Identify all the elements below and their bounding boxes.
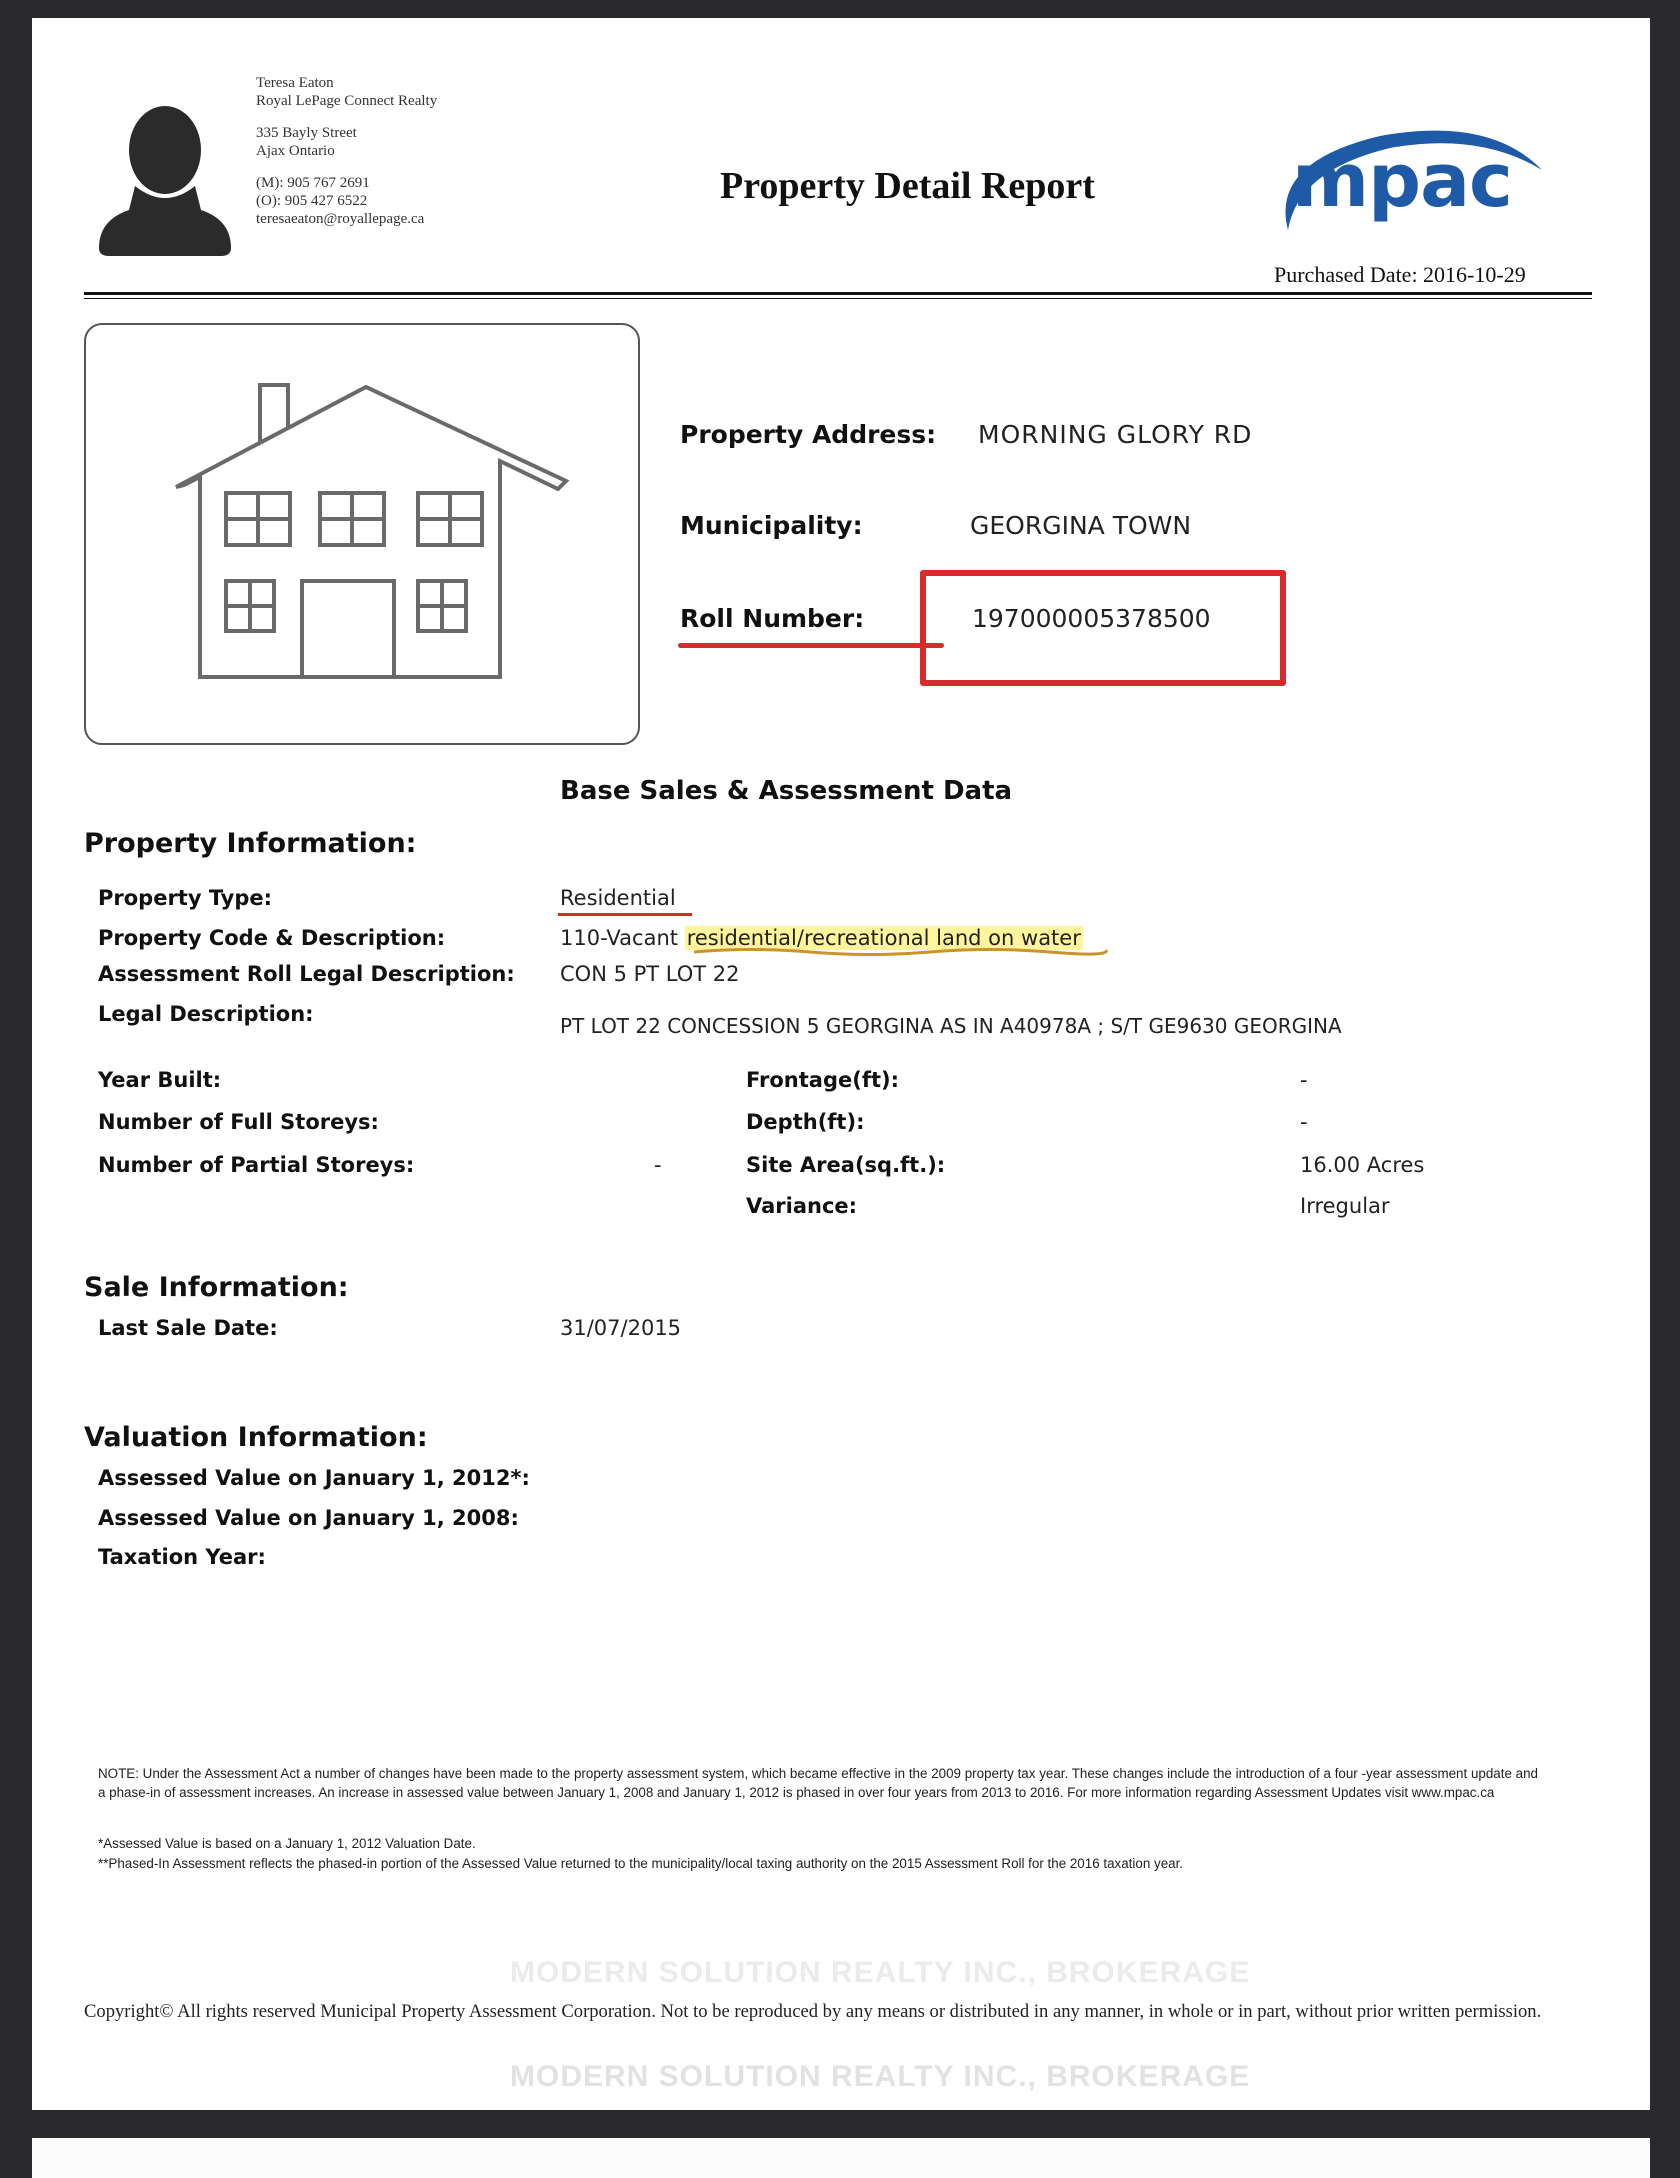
variance-value: Irregular: [1300, 1194, 1390, 1218]
property-code-prefix: 110-Vacant: [560, 926, 678, 950]
agent-avatar-icon: [95, 98, 235, 258]
year-built-label: Year Built:: [98, 1068, 222, 1092]
property-address-label: Property Address:: [680, 420, 937, 449]
last-sale-date-value: 31/07/2015: [560, 1316, 682, 1340]
logo-text: mpac: [1292, 138, 1512, 224]
roll-legal-value: CON 5 PT LOT 22: [560, 962, 740, 986]
full-storeys-label: Number of Full Storeys:: [98, 1110, 379, 1134]
partial-storeys-value: -: [654, 1153, 662, 1177]
partial-storeys-label: Number of Partial Storeys:: [98, 1153, 415, 1177]
site-area-label: Site Area(sq.ft.):: [746, 1153, 946, 1177]
sale-info-heading: Sale Information:: [84, 1272, 349, 1303]
depth-label: Depth(ft):: [746, 1110, 865, 1134]
site-area-value: 16.00 Acres: [1300, 1153, 1425, 1177]
agent-office: (O): 905 427 6522: [256, 193, 368, 209]
agent-city: Ajax Ontario: [256, 143, 335, 159]
property-info-heading: Property Information:: [84, 828, 417, 859]
footnote-phased-in: **Phased-In Assessment reflects the phased-in portion of the Assessed Value returned to the municipality/local taxing authority on the 2015 Assessment Roll for the 2016 taxation year.: [98, 1856, 1184, 1871]
roll-underline-annotation: [678, 643, 944, 648]
code-squiggle-annotation: [690, 944, 1110, 958]
agent-street: 335 Bayly Street: [256, 125, 357, 141]
legal-description-value: PT LOT 22 CONCESSION 5 GEORGINA AS IN A40978A ; S/T GE9630 GEORGINA: [560, 1014, 1342, 1038]
valuation-info-heading: Valuation Information:: [84, 1422, 428, 1453]
property-type-underline: [558, 913, 692, 916]
property-type-value: Residential: [560, 886, 676, 910]
frontage-label: Frontage(ft):: [746, 1068, 899, 1092]
footnote-valuation-date: *Assessed Value is based on a January 1, 2012 Valuation Date.: [98, 1836, 476, 1851]
property-photo-placeholder: [84, 323, 640, 745]
roll-number-label: Roll Number:: [680, 604, 865, 633]
roll-number-value: 197000005378500: [972, 604, 1211, 633]
purchased-date: Purchased Date: 2016-10-29: [1274, 262, 1526, 287]
watermark-top: MODERN SOLUTION REALTY INC., BROKERAGE: [510, 1956, 1251, 1989]
property-type-label: Property Type:: [98, 886, 273, 910]
roll-legal-label: Assessment Roll Legal Description:: [98, 962, 515, 986]
agent-name: Teresa Eaton: [256, 75, 334, 91]
agent-info: [256, 74, 437, 228]
header-rule-thin: [84, 298, 1592, 299]
copyright-notice: Copyright© All rights reserved Municipal Property Assessment Corporation. Not to be reproduced by any means or distributed in any manner, in whole or in part, without prior written permission.: [84, 2001, 1542, 2022]
property-code-label: Property Code & Description:: [98, 926, 446, 950]
agent-email: teresaeaton@royallepage.ca: [256, 211, 425, 227]
municipality-value: GEORGINA TOWN: [970, 511, 1192, 540]
frontage-value: -: [1300, 1068, 1308, 1092]
assessed-2008-label: Assessed Value on January 1, 2008:: [98, 1506, 519, 1530]
header-rule: [84, 292, 1592, 295]
mpac-logo: [1270, 122, 1550, 242]
property-address-value: MORNING GLORY RD: [978, 420, 1253, 449]
municipality-label: Municipality:: [680, 511, 863, 540]
assessed-2012-label: Assessed Value on January 1, 2012*:: [98, 1466, 530, 1490]
watermark-bottom: MODERN SOLUTION REALTY INC., BROKERAGE: [510, 2060, 1251, 2093]
taxation-year-label: Taxation Year:: [98, 1545, 266, 1569]
depth-value: -: [1300, 1110, 1308, 1134]
variance-label: Variance:: [746, 1194, 858, 1218]
property-code-highlight: residential/recreational land on water: [686, 926, 1081, 950]
roll-highlight-box: [920, 570, 1286, 686]
report-title: Property Detail Report: [720, 165, 1095, 207]
last-sale-date-label: Last Sale Date:: [98, 1316, 278, 1340]
agent-brokerage: Royal LePage Connect Realty: [256, 93, 438, 109]
legal-description-label: Legal Description:: [98, 1002, 314, 1026]
assessment-note: NOTE: Under the Assessment Act a number of changes have been made to the property assessment system, which became effective in the 2009 property tax year. These changes include the introduction of a four -year assessment update and a phase-in of assessment increases. An increase in assessed value between January 1, 2008 and January 1, 2012 is phased in over four years from 2013 to 2016. For more information regarding Assessment Updates visit www.mpac.ca: [98, 1766, 1538, 1800]
agent-mobile: (M): 905 767 2691: [256, 175, 370, 191]
house-icon: [170, 369, 570, 689]
base-sales-title: Base Sales & Assessment Data: [560, 776, 1013, 806]
next-page-edge: [32, 2138, 1650, 2178]
